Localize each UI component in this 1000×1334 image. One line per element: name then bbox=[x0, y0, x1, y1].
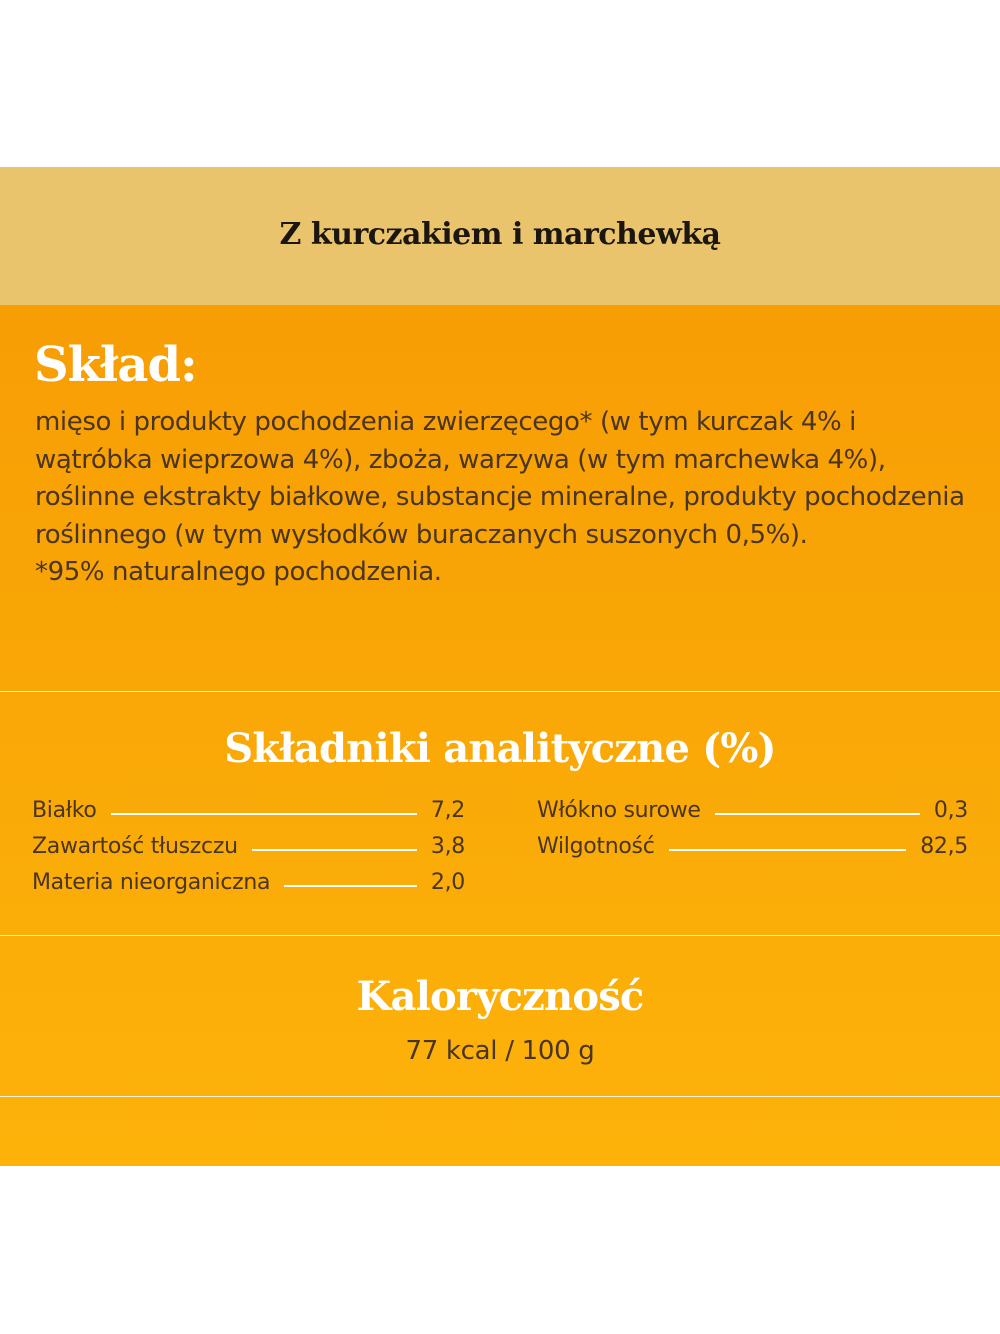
ingredients-list: mięso i produkty pochodzenia zwierzęcego* (w tym kurczak 4% i wątróbka wieprzowa 4%), zboża, warzywa (w tym marchewka 4%), roślinne ekstrakty białkowe, substancje mineralne, produkty pochodzenia roślinnego (w tym wysłodków buraczanych suszonych 0,5%). bbox=[35, 407, 965, 550]
leader-line bbox=[252, 849, 417, 851]
leader-line bbox=[669, 849, 907, 851]
leader-line bbox=[284, 885, 417, 887]
nutrition-panel bbox=[0, 167, 1000, 1166]
section-divider bbox=[0, 935, 1000, 936]
analysis-row-fiber bbox=[537, 792, 968, 828]
analysis-row-protein bbox=[32, 792, 465, 828]
analysis-label: Zawartość tłuszczu bbox=[32, 833, 238, 859]
section-divider bbox=[0, 691, 1000, 692]
analysis-value: 82,5 bbox=[920, 833, 968, 859]
composition-text-block bbox=[35, 404, 965, 592]
analysis-label: Białko bbox=[32, 797, 97, 823]
composition-heading: Skład: bbox=[34, 337, 197, 393]
variant-header bbox=[0, 167, 1000, 305]
ingredients-footnote: *95% naturalnego pochodzenia. bbox=[35, 557, 442, 587]
analysis-label: Włókno surowe bbox=[537, 797, 701, 823]
analytical-heading: Składniki analityczne (%) bbox=[224, 725, 776, 772]
leader-line bbox=[111, 813, 417, 815]
section-divider bbox=[0, 1096, 1000, 1097]
analysis-label: Wilgotność bbox=[537, 833, 655, 859]
analysis-row-moisture bbox=[537, 828, 968, 864]
calories-heading: Kaloryczność bbox=[356, 973, 644, 1020]
calories-value: 77 kcal / 100 g bbox=[405, 1036, 595, 1066]
analysis-row-ash bbox=[32, 864, 465, 900]
analysis-value: 0,3 bbox=[933, 797, 968, 823]
leader-line bbox=[715, 813, 920, 815]
variant-title: Z kurczakiem i marchewką bbox=[279, 217, 721, 252]
analysis-label: Materia nieorganiczna bbox=[32, 869, 271, 895]
analysis-value: 2,0 bbox=[430, 869, 465, 895]
analysis-value: 7,2 bbox=[430, 797, 465, 823]
analysis-value: 3,8 bbox=[430, 833, 465, 859]
analysis-row-fat bbox=[32, 828, 465, 864]
